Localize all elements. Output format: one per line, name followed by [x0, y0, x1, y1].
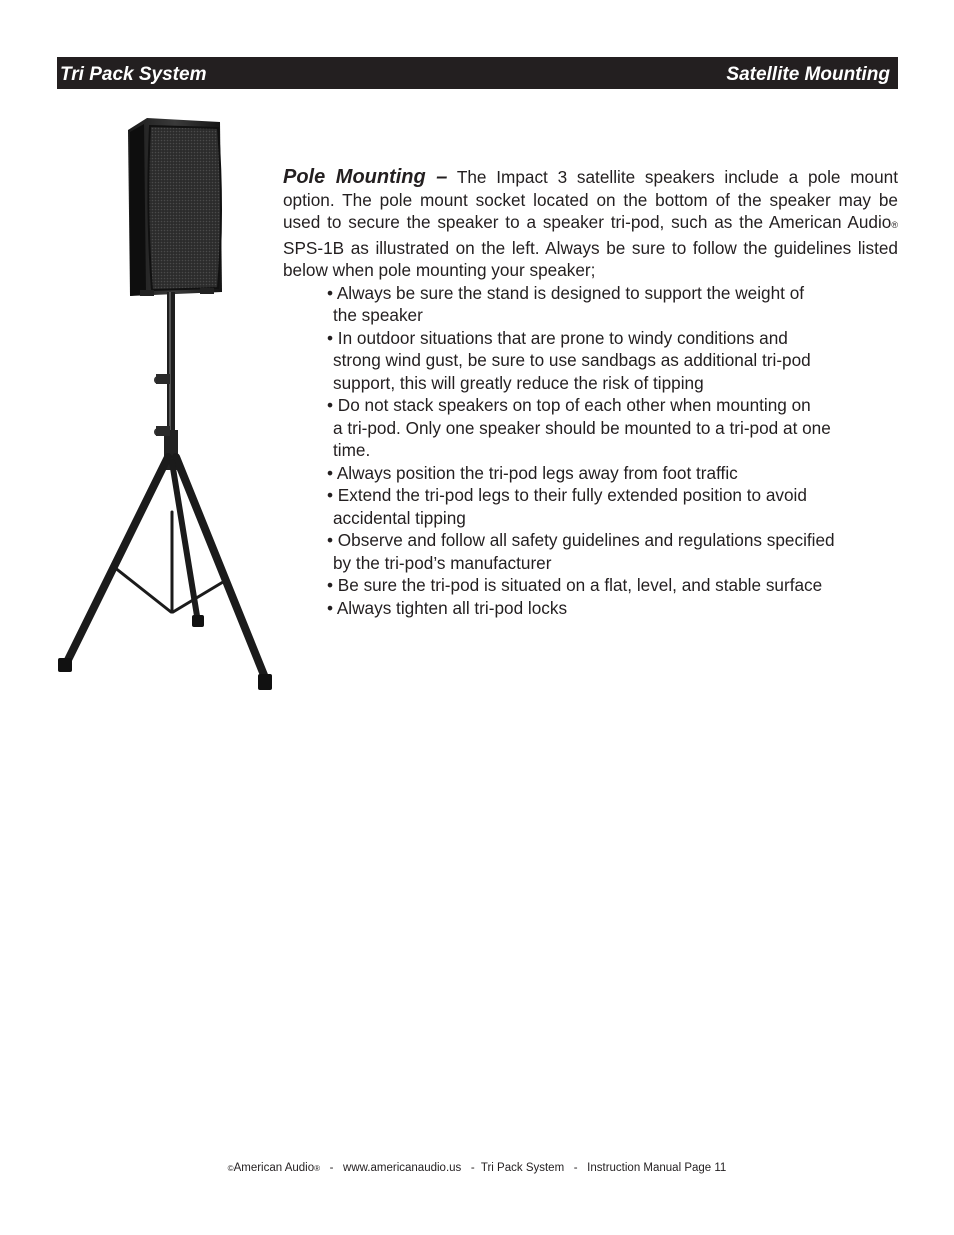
list-item-line: • In outdoor situations that are prone to windy conditions and	[327, 327, 788, 348]
list-item-line: support, this will greatly reduce the risk of tipping	[333, 372, 704, 393]
list-item	[327, 484, 898, 529]
footer-brand: American Audio	[233, 1162, 315, 1174]
list-item-line: strong wind gust, be sure to use sandbags as additional tri-pod	[333, 350, 811, 370]
tripod-legs	[66, 457, 266, 680]
registered-mark: ®	[891, 220, 898, 230]
list-item	[327, 394, 898, 462]
list-item-line: a tri-pod. Only one speaker should be mounted to a tri-pod at one	[333, 417, 831, 438]
speaker-tripod-graphic	[52, 112, 282, 702]
intro-paragraph	[283, 166, 898, 282]
guidelines-list	[283, 282, 898, 620]
pole-mounting-section	[283, 166, 898, 619]
header-left-title: Tri Pack System	[60, 64, 207, 85]
list-item-line: • Extend the tri-pod legs to their fully extended position to avoid	[327, 485, 807, 505]
intro-text-part2: SPS-1B as illustrated on the left. Always be sure to follow the guidelines listed below when pole mounting your speaker;	[283, 237, 898, 280]
list-item-line: • Always position the tri-pod legs away from foot traffic	[327, 462, 738, 483]
list-item-line: accidental tipping	[333, 507, 466, 528]
list-item-line: time.	[333, 440, 371, 460]
list-item-line: • Be sure the tri-pod is situated on a flat, level, and stable surface	[327, 575, 823, 595]
list-item	[327, 529, 898, 574]
footer-registered-symbol: ®	[314, 1164, 321, 1173]
list-item	[327, 327, 898, 395]
tripod-pole	[154, 292, 178, 470]
footer-text: - www.americanaudio.us - Tri Pack System - Instruction Manual Page 11	[320, 1162, 727, 1174]
speaker-cabinet	[128, 118, 222, 296]
list-item	[327, 597, 898, 620]
list-item-line: the speaker	[333, 305, 423, 325]
header-bar	[57, 57, 898, 89]
list-item	[327, 462, 898, 485]
list-item	[327, 282, 898, 327]
list-item-line: • Always tighten all tri-pod locks	[327, 597, 568, 618]
speaker-on-tripod-illustration	[52, 112, 282, 702]
list-item-line: by the tri-pod’s manufacturer	[333, 552, 552, 573]
list-item-line: • Do not stack speakers on top of each other when mounting on	[327, 395, 811, 415]
list-item	[327, 574, 898, 597]
tripod-feet	[58, 615, 272, 690]
page-footer	[0, 1162, 954, 1174]
section-title: Pole Mounting –	[283, 166, 448, 188]
list-item-line: • Observe and follow all safety guidelines and regulations specified	[327, 530, 835, 550]
list-item-line: • Always be sure the stand is designed to support the weight of	[327, 282, 805, 303]
intro-text-part1: The Impact 3 satellite speakers include a pole mount option. The pole mount socket located on the bottom of the speaker may be used to secure the speaker to a speaker tri-pod, such as the American Audio	[283, 167, 898, 232]
copyright-symbol: ©	[227, 1164, 234, 1173]
header-right-title: Satellite Mounting	[726, 64, 890, 85]
